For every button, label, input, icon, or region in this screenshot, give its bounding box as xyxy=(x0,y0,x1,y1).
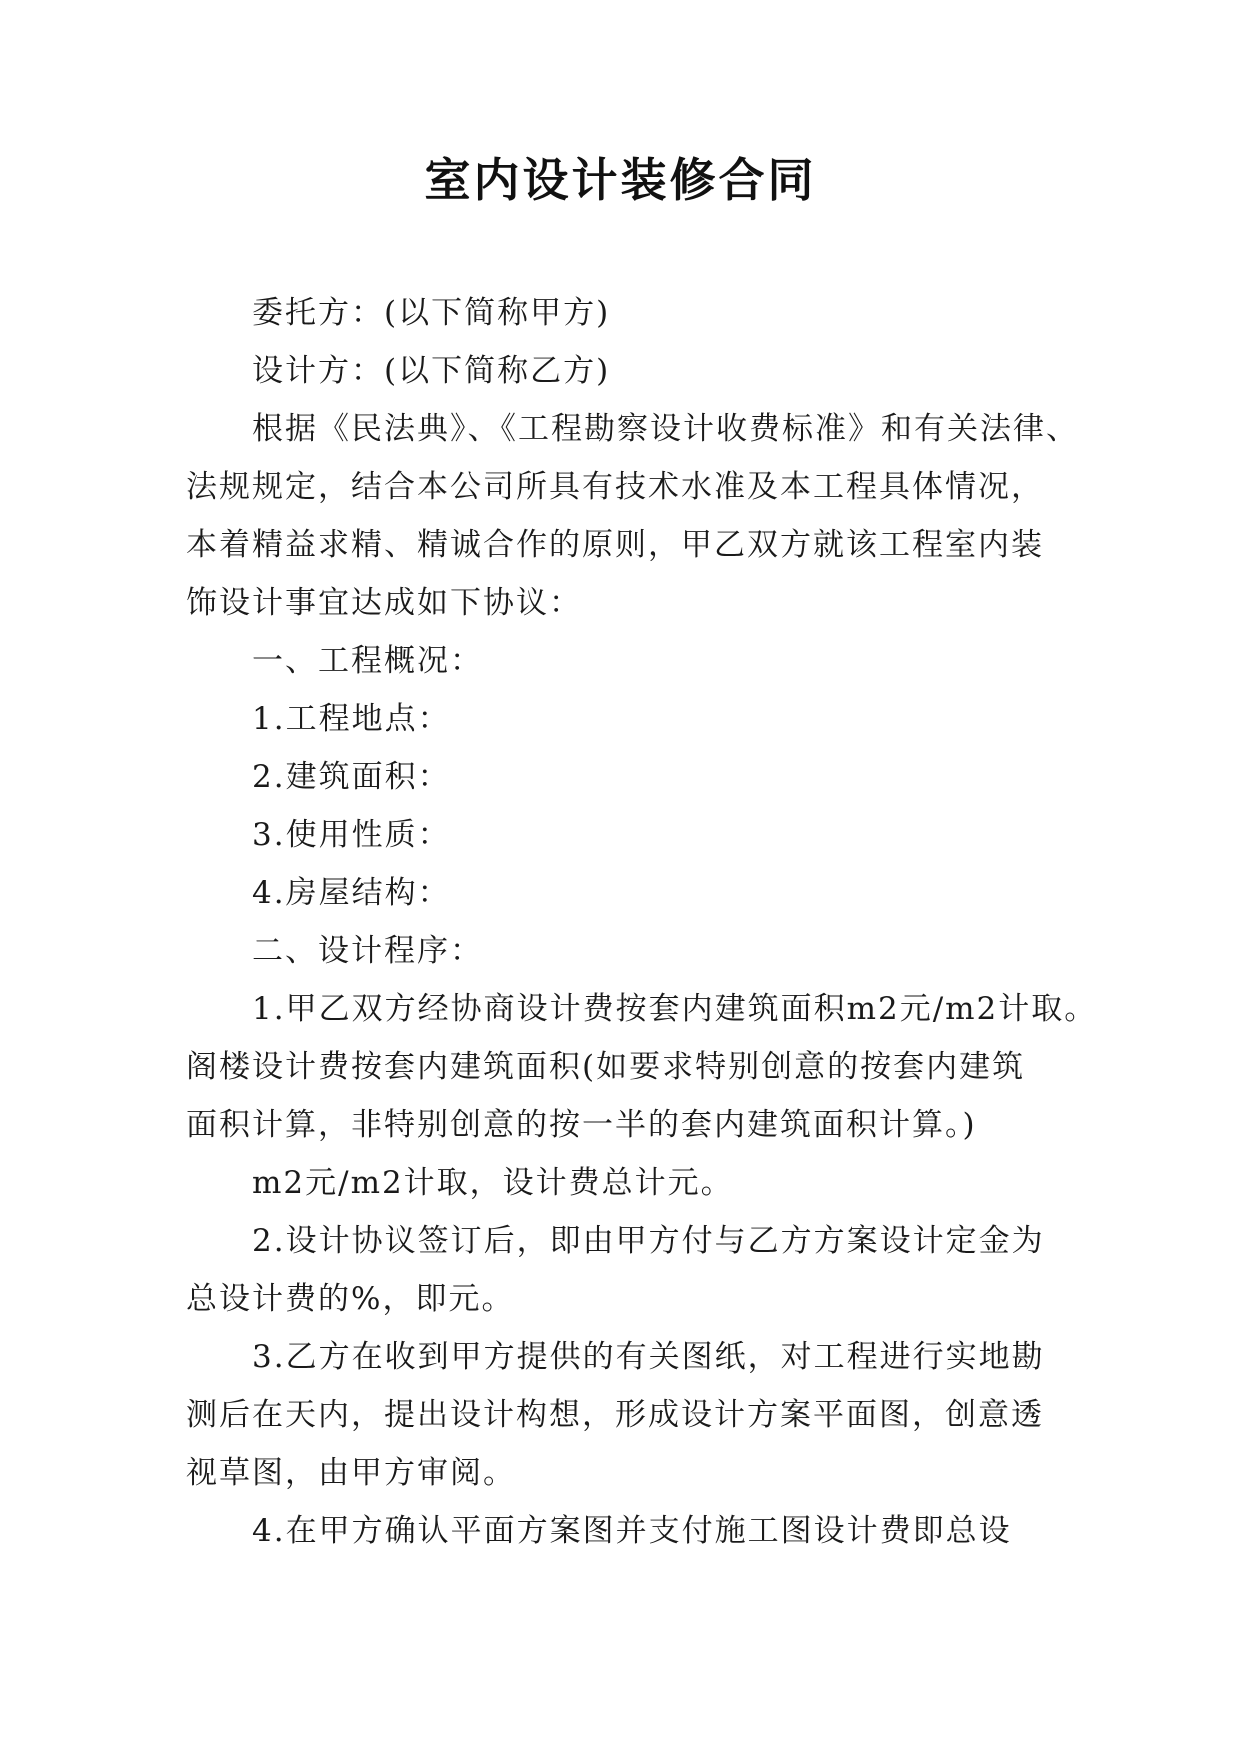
text-line: 2.设计协议签订后，即由甲方付与乙方方案设计定金为 xyxy=(252,1223,1045,1259)
text-line: 测后在天内，提出设计构想，形成设计方案平面图，创意透 xyxy=(186,1397,1044,1433)
text-line: 4.在甲方确认平面方案图并支付施工图设计费即总设 xyxy=(252,1513,1012,1549)
text-line: 饰设计事宜达成如下协议： xyxy=(186,585,582,621)
text-line: 1.工程地点： xyxy=(252,701,451,737)
text-line: 视草图，由甲方审阅。 xyxy=(186,1455,516,1491)
document-title: 室内设计装修合同 xyxy=(424,153,817,207)
document-body xyxy=(186,284,1098,1560)
text-line: 4.房屋结构： xyxy=(252,875,451,911)
text-line: 2.建筑面积： xyxy=(252,759,451,795)
text-line: 根据《民法典》、《工程勘察设计收费标准》和有关法律、 xyxy=(252,411,1079,447)
text-line: 3.乙方在收到甲方提供的有关图纸，对工程进行实地勘 xyxy=(252,1339,1045,1375)
text-line: 3.使用性质： xyxy=(252,817,451,853)
text-line: 二、设计程序： xyxy=(252,933,483,969)
text-line: 面积计算，非特别创意的按一半的套内建筑面积计算。) xyxy=(186,1107,977,1143)
text-line: 法规规定，结合本公司所具有技术水准及本工程具体情况， xyxy=(186,469,1044,505)
text-line: 一、工程概况： xyxy=(252,643,483,679)
text-line: m2元/m2计取，设计费总计元。 xyxy=(252,1165,734,1201)
text-line: 阁楼设计费按套内建筑面积(如要求特别创意的按套内建筑 xyxy=(186,1049,1026,1085)
text-line: 本着精益求精、精诚合作的原则，甲乙双方就该工程室内装 xyxy=(186,527,1044,563)
text-line: 设计方：(以下简称乙方) xyxy=(252,353,611,389)
text-line: 总设计费的%，即元。 xyxy=(186,1281,515,1317)
text-line: 1.甲乙双方经协商设计费按套内建筑面积m2元/m2计取。 xyxy=(252,991,1098,1027)
text-line: 委托方：(以下简称甲方) xyxy=(252,295,611,331)
